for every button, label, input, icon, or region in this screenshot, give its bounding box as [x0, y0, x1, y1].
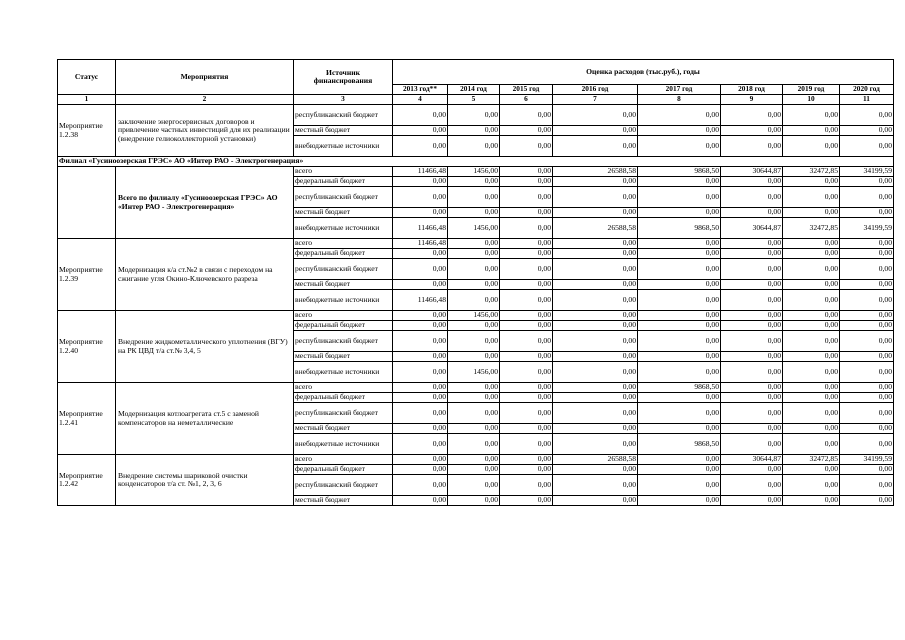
status-cell: Мероприятие 1.2.41 [58, 383, 116, 455]
value-cell: 32472,85 [783, 455, 840, 465]
column-number: 9 [721, 95, 783, 105]
funding-source-cell: внебюджетные источники [294, 434, 393, 455]
value-cell: 26588,58 [553, 455, 638, 465]
value-cell: 0,00 [783, 249, 840, 259]
funding-source-cell: местный бюджет [294, 352, 393, 362]
funding-source-cell: местный бюджет [294, 496, 393, 506]
value-cell: 0,00 [783, 239, 840, 249]
value-cell: 0,00 [393, 177, 448, 187]
value-cell: 0,00 [500, 105, 553, 126]
value-cell: 34199,59 [840, 455, 894, 465]
funding-source-cell: федеральный бюджет [294, 249, 393, 259]
value-cell: 0,00 [840, 393, 894, 403]
value-cell: 0,00 [553, 259, 638, 280]
section-title: Филиал «Гусиноозерская ГРЭС» АО «Интер РАО - Электрогенерация» [58, 157, 894, 167]
column-number: 6 [500, 95, 553, 105]
table-row [58, 383, 894, 393]
funding-source-cell: федеральный бюджет [294, 321, 393, 331]
value-cell: 0,00 [783, 393, 840, 403]
value-cell: 0,00 [721, 239, 783, 249]
value-cell: 0,00 [783, 290, 840, 311]
value-cell: 0,00 [638, 331, 721, 352]
value-cell: 0,00 [783, 280, 840, 290]
value-cell: 0,00 [783, 259, 840, 280]
value-cell: 0,00 [448, 321, 500, 331]
value-cell: 0,00 [840, 259, 894, 280]
value-cell: 0,00 [783, 126, 840, 136]
table-row [58, 239, 894, 249]
value-cell: 0,00 [553, 239, 638, 249]
value-cell: 0,00 [553, 249, 638, 259]
value-cell: 0,00 [553, 496, 638, 506]
value-cell: 11466,48 [393, 167, 448, 177]
value-cell: 0,00 [840, 187, 894, 208]
table-row [58, 105, 894, 126]
value-cell: 0,00 [553, 105, 638, 126]
value-cell: 9868,50 [638, 434, 721, 455]
value-cell: 9868,50 [638, 383, 721, 393]
value-cell: 0,00 [393, 280, 448, 290]
value-cell: 0,00 [500, 239, 553, 249]
funding-source-cell: местный бюджет [294, 424, 393, 434]
value-cell: 0,00 [500, 362, 553, 383]
value-cell: 0,00 [638, 403, 721, 424]
value-cell: 0,00 [553, 393, 638, 403]
value-cell: 30644,87 [721, 218, 783, 239]
value-cell: 0,00 [448, 126, 500, 136]
header-year: 2020 год [840, 85, 894, 95]
funding-source-cell: внебюджетные источники [294, 218, 393, 239]
value-cell: 0,00 [448, 187, 500, 208]
value-cell: 0,00 [840, 105, 894, 126]
value-cell: 0,00 [638, 239, 721, 249]
value-cell: 0,00 [448, 208, 500, 218]
value-cell: 0,00 [500, 383, 553, 393]
value-cell: 0,00 [500, 321, 553, 331]
value-cell: 0,00 [500, 280, 553, 290]
value-cell: 0,00 [783, 311, 840, 321]
value-cell: 0,00 [721, 249, 783, 259]
value-cell: 0,00 [393, 393, 448, 403]
header-year: 2019 год [783, 85, 840, 95]
value-cell: 0,00 [448, 352, 500, 362]
value-cell: 0,00 [638, 352, 721, 362]
funding-source-cell: всего [294, 167, 393, 177]
column-number: 11 [840, 95, 894, 105]
header-status: Статус [58, 60, 116, 95]
value-cell: 0,00 [553, 290, 638, 311]
value-cell: 0,00 [638, 177, 721, 187]
value-cell: 0,00 [840, 331, 894, 352]
value-cell: 0,00 [448, 496, 500, 506]
header-estimate: Оценка расходов (тыс.руб.), годы [393, 60, 894, 85]
value-cell: 0,00 [638, 424, 721, 434]
value-cell: 0,00 [721, 321, 783, 331]
value-cell: 0,00 [721, 496, 783, 506]
value-cell: 0,00 [448, 280, 500, 290]
funding-source-cell: внебюджетные источники [294, 362, 393, 383]
column-number: 2 [116, 95, 294, 105]
value-cell: 0,00 [393, 434, 448, 455]
value-cell: 0,00 [783, 424, 840, 434]
value-cell: 0,00 [840, 383, 894, 393]
column-number: 4 [393, 95, 448, 105]
value-cell: 0,00 [448, 403, 500, 424]
expense-table [57, 59, 894, 506]
value-cell: 0,00 [721, 177, 783, 187]
table-row [58, 455, 894, 465]
value-cell: 0,00 [553, 136, 638, 157]
value-cell: 0,00 [638, 455, 721, 465]
value-cell: 1456,00 [448, 311, 500, 321]
value-cell: 0,00 [553, 311, 638, 321]
value-cell: 0,00 [553, 126, 638, 136]
value-cell: 0,00 [783, 434, 840, 455]
value-cell: 0,00 [448, 424, 500, 434]
value-cell: 0,00 [783, 403, 840, 424]
value-cell: 0,00 [500, 136, 553, 157]
value-cell: 0,00 [840, 496, 894, 506]
value-cell: 0,00 [500, 455, 553, 465]
value-cell: 26588,58 [553, 167, 638, 177]
funding-source-cell: местный бюджет [294, 208, 393, 218]
value-cell: 0,00 [500, 126, 553, 136]
header-year: 2014 год [448, 85, 500, 95]
header-event: Мероприятия [116, 60, 294, 95]
value-cell: 9868,50 [638, 218, 721, 239]
column-number: 1 [58, 95, 116, 105]
value-cell: 0,00 [553, 280, 638, 290]
value-cell: 0,00 [638, 290, 721, 311]
value-cell: 0,00 [448, 259, 500, 280]
column-number: 8 [638, 95, 721, 105]
funding-source-cell: всего [294, 239, 393, 249]
value-cell: 0,00 [638, 321, 721, 331]
value-cell: 0,00 [721, 403, 783, 424]
funding-source-cell: республиканский бюджет [294, 331, 393, 352]
value-cell: 0,00 [721, 311, 783, 321]
value-cell: 1456,00 [448, 362, 500, 383]
value-cell: 0,00 [448, 177, 500, 187]
value-cell: 0,00 [638, 496, 721, 506]
value-cell: 0,00 [393, 455, 448, 465]
value-cell: 0,00 [393, 136, 448, 157]
value-cell: 0,00 [393, 424, 448, 434]
value-cell: 0,00 [840, 280, 894, 290]
value-cell: 0,00 [783, 362, 840, 383]
value-cell: 0,00 [840, 362, 894, 383]
value-cell: 0,00 [553, 403, 638, 424]
value-cell: 0,00 [840, 249, 894, 259]
header-year: 2018 год [721, 85, 783, 95]
value-cell: 0,00 [393, 208, 448, 218]
value-cell: 0,00 [553, 424, 638, 434]
funding-source-cell: республиканский бюджет [294, 403, 393, 424]
value-cell: 0,00 [721, 208, 783, 218]
funding-source-cell: федеральный бюджет [294, 465, 393, 475]
value-cell: 0,00 [783, 331, 840, 352]
value-cell: 26588,58 [553, 218, 638, 239]
value-cell: 0,00 [448, 393, 500, 403]
section-row [58, 157, 894, 167]
funding-source-cell: федеральный бюджет [294, 393, 393, 403]
value-cell: 0,00 [721, 383, 783, 393]
value-cell: 0,00 [783, 136, 840, 157]
value-cell: 0,00 [393, 496, 448, 506]
value-cell: 0,00 [500, 249, 553, 259]
value-cell: 0,00 [553, 475, 638, 496]
budget-table-page [57, 59, 894, 506]
value-cell: 0,00 [393, 321, 448, 331]
funding-source-cell: республиканский бюджет [294, 187, 393, 208]
value-cell: 0,00 [500, 331, 553, 352]
value-cell: 32472,85 [783, 167, 840, 177]
value-cell: 0,00 [783, 352, 840, 362]
value-cell: 0,00 [721, 434, 783, 455]
value-cell: 34199,59 [840, 218, 894, 239]
header-year: 2015 год [500, 85, 553, 95]
value-cell: 11466,48 [393, 239, 448, 249]
value-cell: 30644,87 [721, 455, 783, 465]
value-cell: 0,00 [721, 280, 783, 290]
value-cell: 0,00 [553, 331, 638, 352]
funding-source-cell: местный бюджет [294, 280, 393, 290]
value-cell: 0,00 [553, 383, 638, 393]
value-cell: 0,00 [393, 362, 448, 383]
value-cell: 0,00 [840, 136, 894, 157]
value-cell: 0,00 [638, 475, 721, 496]
column-number: 5 [448, 95, 500, 105]
value-cell: 0,00 [393, 352, 448, 362]
value-cell: 0,00 [500, 403, 553, 424]
value-cell: 0,00 [500, 434, 553, 455]
value-cell: 0,00 [721, 475, 783, 496]
value-cell: 0,00 [840, 475, 894, 496]
value-cell: 0,00 [393, 403, 448, 424]
funding-source-cell: республиканский бюджет [294, 105, 393, 126]
value-cell: 0,00 [721, 259, 783, 280]
event-cell: Внедрение системы шариковой очистки конденсаторов т/а ст. №1, 2, 3, 6 [116, 455, 294, 506]
value-cell: 0,00 [783, 177, 840, 187]
value-cell: 0,00 [448, 290, 500, 311]
value-cell: 0,00 [840, 321, 894, 331]
value-cell: 0,00 [638, 249, 721, 259]
value-cell: 0,00 [448, 434, 500, 455]
value-cell: 0,00 [638, 187, 721, 208]
value-cell: 1456,00 [448, 167, 500, 177]
value-cell: 0,00 [500, 475, 553, 496]
value-cell: 0,00 [721, 290, 783, 311]
value-cell: 11466,48 [393, 290, 448, 311]
status-cell: Мероприятие 1.2.38 [58, 105, 116, 157]
value-cell: 0,00 [638, 126, 721, 136]
value-cell: 0,00 [448, 465, 500, 475]
value-cell: 0,00 [783, 465, 840, 475]
value-cell: 0,00 [840, 311, 894, 321]
value-cell: 0,00 [500, 424, 553, 434]
funding-source-cell: внебюджетные источники [294, 290, 393, 311]
value-cell: 0,00 [721, 105, 783, 126]
value-cell: 0,00 [638, 393, 721, 403]
value-cell: 0,00 [500, 352, 553, 362]
event-cell: заключение энергосервисных договоров и привлечение частных инвестиций для их реализации (внедрение гелиоколлекторной установки) [116, 105, 294, 157]
value-cell: 0,00 [721, 362, 783, 383]
value-cell: 0,00 [448, 249, 500, 259]
value-cell: 0,00 [500, 465, 553, 475]
value-cell: 0,00 [393, 465, 448, 475]
value-cell: 0,00 [721, 187, 783, 208]
value-cell: 0,00 [840, 177, 894, 187]
value-cell: 34199,59 [840, 167, 894, 177]
value-cell: 0,00 [840, 352, 894, 362]
event-cell: Модернизация котлоагрегата ст.5 с заменой компенсаторов на неметаллические [116, 383, 294, 455]
value-cell: 0,00 [393, 259, 448, 280]
value-cell: 11466,48 [393, 218, 448, 239]
value-cell: 0,00 [500, 496, 553, 506]
value-cell: 0,00 [638, 362, 721, 383]
value-cell: 0,00 [638, 311, 721, 321]
value-cell: 0,00 [500, 393, 553, 403]
column-number: 10 [783, 95, 840, 105]
header-year: 2017 год [638, 85, 721, 95]
value-cell: 0,00 [553, 352, 638, 362]
value-cell: 0,00 [553, 187, 638, 208]
value-cell: 0,00 [393, 187, 448, 208]
column-number: 7 [553, 95, 638, 105]
value-cell: 0,00 [783, 105, 840, 126]
value-cell: 0,00 [783, 383, 840, 393]
value-cell: 0,00 [721, 393, 783, 403]
value-cell: 0,00 [500, 208, 553, 218]
value-cell: 0,00 [783, 496, 840, 506]
table-row [58, 167, 894, 177]
value-cell: 0,00 [448, 383, 500, 393]
value-cell: 0,00 [721, 424, 783, 434]
value-cell: 0,00 [840, 465, 894, 475]
status-cell: Мероприятие 1.2.40 [58, 311, 116, 383]
value-cell: 0,00 [448, 136, 500, 157]
value-cell: 0,00 [638, 280, 721, 290]
value-cell: 0,00 [448, 455, 500, 465]
value-cell: 0,00 [638, 208, 721, 218]
value-cell: 0,00 [500, 259, 553, 280]
event-cell: Модернизация к/а ст.№2 в связи с переходом на сжигание угля Окино-Ключевского разреза [116, 239, 294, 311]
status-cell: Мероприятие 1.2.39 [58, 239, 116, 311]
value-cell: 0,00 [448, 475, 500, 496]
value-cell: 0,00 [638, 105, 721, 126]
value-cell: 0,00 [840, 208, 894, 218]
value-cell: 0,00 [393, 249, 448, 259]
value-cell: 0,00 [393, 383, 448, 393]
value-cell: 0,00 [840, 434, 894, 455]
value-cell: 0,00 [393, 311, 448, 321]
value-cell: 0,00 [553, 177, 638, 187]
value-cell: 0,00 [721, 331, 783, 352]
column-number: 3 [294, 95, 393, 105]
header-year: 2013 год** [393, 85, 448, 95]
value-cell: 0,00 [840, 239, 894, 249]
status-cell [58, 167, 116, 239]
value-cell: 9868,50 [638, 167, 721, 177]
funding-source-cell: всего [294, 455, 393, 465]
value-cell: 0,00 [783, 208, 840, 218]
value-cell: 0,00 [553, 208, 638, 218]
value-cell: 0,00 [393, 475, 448, 496]
value-cell: 0,00 [448, 239, 500, 249]
value-cell: 0,00 [448, 331, 500, 352]
event-cell: Всего по филиалу «Гусиноозерская ГРЭС» АО «Интер РАО - Электрогенерация» [116, 167, 294, 239]
value-cell: 0,00 [638, 259, 721, 280]
funding-source-cell: внебюджетные источники [294, 136, 393, 157]
value-cell: 0,00 [721, 465, 783, 475]
value-cell: 0,00 [721, 126, 783, 136]
value-cell: 0,00 [638, 136, 721, 157]
value-cell: 30644,87 [721, 167, 783, 177]
value-cell: 0,00 [721, 136, 783, 157]
funding-source-cell: республиканский бюджет [294, 259, 393, 280]
value-cell: 0,00 [393, 331, 448, 352]
value-cell: 32472,85 [783, 218, 840, 239]
value-cell: 0,00 [500, 167, 553, 177]
value-cell: 1456,00 [448, 218, 500, 239]
funding-source-cell: всего [294, 383, 393, 393]
header-colnum-row [58, 95, 894, 105]
header-row [58, 60, 894, 85]
value-cell: 0,00 [500, 311, 553, 321]
value-cell: 0,00 [500, 218, 553, 239]
value-cell: 0,00 [553, 362, 638, 383]
value-cell: 0,00 [553, 434, 638, 455]
header-year: 2016 год [553, 85, 638, 95]
value-cell: 0,00 [783, 187, 840, 208]
value-cell: 0,00 [500, 177, 553, 187]
table-row [58, 311, 894, 321]
value-cell: 0,00 [638, 465, 721, 475]
value-cell: 0,00 [393, 126, 448, 136]
value-cell: 0,00 [721, 352, 783, 362]
value-cell: 0,00 [840, 403, 894, 424]
value-cell: 0,00 [500, 290, 553, 311]
event-cell: Внедрение жидкометаллического уплотнения (ВГУ) на РК ЦВД т/а ст.№ 3,4, 5 [116, 311, 294, 383]
value-cell: 0,00 [553, 321, 638, 331]
funding-source-cell: федеральный бюджет [294, 177, 393, 187]
funding-source-cell: всего [294, 311, 393, 321]
funding-source-cell: местный бюджет [294, 126, 393, 136]
value-cell: 0,00 [500, 187, 553, 208]
value-cell: 0,00 [840, 424, 894, 434]
value-cell: 0,00 [783, 321, 840, 331]
status-cell: Мероприятие 1.2.42 [58, 455, 116, 506]
header-source: Источник финансирования [294, 60, 393, 95]
value-cell: 0,00 [553, 465, 638, 475]
funding-source-cell: республиканский бюджет [294, 475, 393, 496]
value-cell: 0,00 [840, 126, 894, 136]
value-cell: 0,00 [448, 105, 500, 126]
value-cell: 0,00 [840, 290, 894, 311]
value-cell: 0,00 [783, 475, 840, 496]
value-cell: 0,00 [393, 105, 448, 126]
